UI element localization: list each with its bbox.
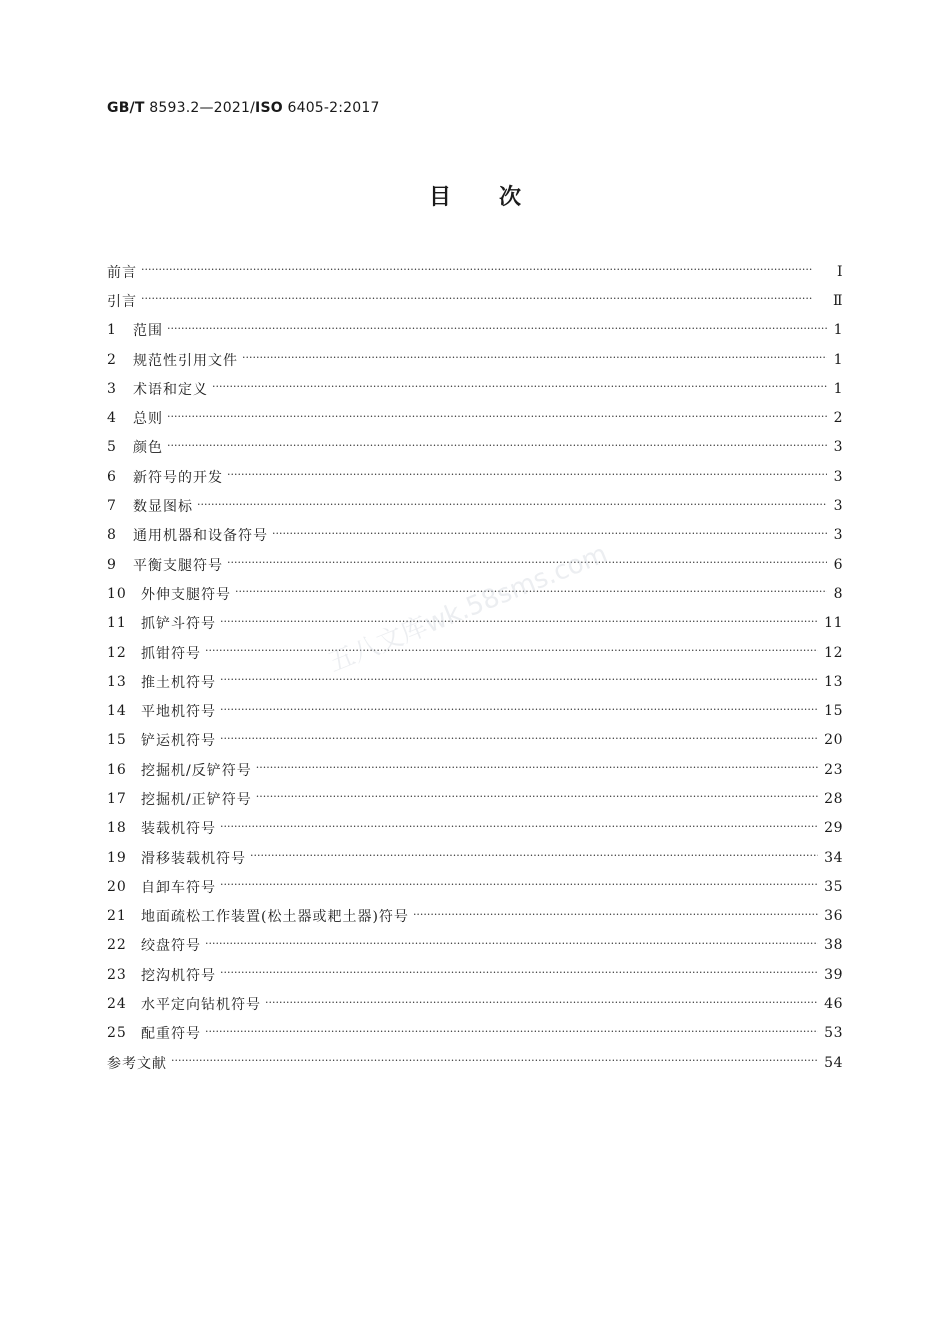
standard-code-prefix: GB/T — [107, 100, 145, 116]
toc-entry-page: 12 — [824, 644, 843, 661]
toc-entry-page: 15 — [824, 703, 843, 720]
toc-dot-leader — [167, 322, 827, 335]
toc-entry-number: 3 — [107, 380, 117, 397]
toc-entry[interactable] — [107, 726, 843, 755]
toc-entry-number: 19 — [107, 849, 127, 866]
toc-entry-number: 7 — [107, 498, 117, 515]
toc-entry[interactable] — [107, 609, 843, 638]
toc-entry-label: 装载机符号 — [141, 821, 216, 838]
toc-dot-leader — [205, 937, 818, 950]
toc-dot-leader — [220, 732, 818, 745]
standard-code — [107, 100, 380, 116]
toc-dot-leader — [272, 527, 827, 540]
toc-entry-page: 1 — [833, 380, 843, 397]
toc-entry[interactable] — [107, 1019, 843, 1048]
toc-entry-page: 36 — [824, 908, 843, 925]
toc-entry[interactable] — [107, 843, 843, 872]
toc-entry-page: 13 — [824, 673, 843, 690]
toc-entry[interactable] — [107, 316, 843, 345]
toc-dot-leader — [205, 1025, 818, 1038]
toc-entry[interactable] — [107, 784, 843, 813]
standard-code-iso-number: 6405-2:2017 — [282, 100, 380, 116]
toc-entry-page: 39 — [824, 966, 843, 983]
toc-entry-page: 46 — [824, 996, 843, 1013]
toc-dot-leader — [171, 1054, 818, 1067]
toc-dot-leader — [220, 673, 818, 686]
toc-entry[interactable] — [107, 374, 843, 403]
toc-entry-page: Ⅰ — [836, 263, 843, 280]
toc-entry[interactable] — [107, 550, 843, 579]
toc-dot-leader — [250, 849, 818, 862]
toc-entry-label: 引言 — [107, 293, 137, 310]
toc-dot-leader — [413, 908, 818, 921]
toc-entry-page: 6 — [833, 556, 843, 573]
toc-entry-label: 颜色 — [133, 440, 163, 457]
toc-dot-leader — [141, 292, 827, 305]
toc-dot-leader — [197, 498, 827, 511]
toc-entry-number: 11 — [107, 615, 127, 632]
toc-entry-number: 1 — [107, 322, 117, 339]
toc-dot-leader — [167, 439, 827, 452]
toc-entry-number: 22 — [107, 937, 127, 954]
toc-entry[interactable] — [107, 755, 843, 784]
toc-entry[interactable] — [107, 521, 843, 550]
toc-entry[interactable] — [107, 462, 843, 491]
toc-entry-page: 8 — [833, 585, 843, 602]
toc-entry-label: 抓钳符号 — [141, 645, 201, 662]
toc-entry-label: 绞盘符号 — [141, 938, 201, 955]
toc-entry-label: 平地机符号 — [141, 704, 216, 721]
toc-entry-label: 新符号的开发 — [133, 469, 223, 486]
toc-dot-leader — [167, 410, 827, 423]
toc-entry-number: 5 — [107, 439, 117, 456]
toc-entry[interactable] — [107, 257, 843, 286]
toc-entry-number: 2 — [107, 351, 117, 368]
toc-entry-page: 11 — [824, 615, 843, 632]
toc-entry[interactable] — [107, 931, 843, 960]
toc-entry[interactable] — [107, 960, 843, 989]
toc-entry[interactable] — [107, 814, 843, 843]
toc-dot-leader — [212, 380, 827, 393]
toc-entry-label: 挖掘机/反铲符号 — [141, 762, 252, 779]
toc-entry-page: 1 — [833, 322, 843, 339]
toc-dot-leader — [235, 585, 827, 598]
standard-code-number: 8593.2—2021/ — [144, 100, 256, 116]
toc-entry-label: 范围 — [133, 323, 163, 340]
toc-entry[interactable] — [107, 286, 843, 315]
watermark: 五八文库wk.58sms.com — [324, 538, 612, 679]
toc-dot-leader — [227, 556, 827, 569]
toc-entry-number: 14 — [107, 703, 127, 720]
toc-dot-leader — [220, 878, 818, 891]
toc-entry[interactable] — [107, 902, 843, 931]
toc-entry[interactable] — [107, 345, 843, 374]
toc-entry-label: 通用机器和设备符号 — [133, 528, 268, 545]
toc-entry-number: 23 — [107, 966, 127, 983]
toc-entry-label: 推土机符号 — [141, 674, 216, 691]
toc-entry-number: 15 — [107, 732, 127, 749]
toc-entry-label: 外伸支腿符号 — [141, 586, 231, 603]
toc-entry-page: 3 — [833, 527, 843, 544]
toc-entry-label: 规范性引用文件 — [133, 352, 238, 369]
toc-dot-leader — [220, 703, 818, 716]
toc-dot-leader — [141, 263, 827, 276]
toc-entry-number: 20 — [107, 878, 127, 895]
toc-entry[interactable] — [107, 579, 843, 608]
toc-entry-page: 35 — [824, 878, 843, 895]
toc-entry-number: 6 — [107, 468, 117, 485]
toc-entry-number: 24 — [107, 996, 127, 1013]
toc-entry-page: 29 — [824, 820, 843, 837]
toc-entry-number: 17 — [107, 790, 127, 807]
toc-entry-page: 2 — [833, 410, 843, 427]
toc-entry-label: 滑移装载机符号 — [141, 850, 246, 867]
toc-entry-number: 25 — [107, 1025, 127, 1042]
toc-entry-page: Ⅱ — [832, 292, 843, 309]
toc-entry[interactable] — [107, 696, 843, 725]
toc-dot-leader — [265, 996, 818, 1009]
toc-entry-page: 34 — [824, 849, 843, 866]
page-title: 目次 — [428, 185, 569, 210]
table-of-contents — [107, 257, 843, 1077]
toc-entry-page: 1 — [833, 351, 843, 368]
toc-entry-label: 挖沟机符号 — [141, 967, 216, 984]
toc-entry-number: 9 — [107, 556, 117, 573]
toc-entry-number: 16 — [107, 761, 127, 778]
toc-dot-leader — [227, 468, 827, 481]
toc-entry-label: 总则 — [133, 411, 163, 428]
toc-entry-page: 28 — [824, 790, 843, 807]
toc-entry-page: 38 — [824, 937, 843, 954]
toc-entry-label: 自卸车符号 — [141, 879, 216, 896]
toc-entry-label: 数显图标 — [133, 499, 193, 516]
toc-entry-page: 3 — [833, 439, 843, 456]
toc-entry-page: 23 — [824, 761, 843, 778]
toc-entry[interactable] — [107, 491, 843, 520]
toc-entry-number: 10 — [107, 585, 127, 602]
toc-dot-leader — [256, 761, 818, 774]
toc-entry-number: 4 — [107, 410, 117, 427]
toc-entry[interactable] — [107, 1048, 843, 1077]
toc-entry-number: 13 — [107, 673, 127, 690]
toc-entry-page: 3 — [833, 468, 843, 485]
toc-entry-label: 配重符号 — [141, 1026, 201, 1043]
toc-dot-leader — [205, 644, 818, 657]
toc-entry-number: 18 — [107, 820, 127, 837]
toc-entry-page: 53 — [824, 1025, 843, 1042]
toc-dot-leader — [220, 615, 818, 628]
toc-entry-label: 平衡支腿符号 — [133, 557, 223, 574]
toc-entry[interactable] — [107, 989, 843, 1018]
toc-entry-label: 铲运机符号 — [141, 733, 216, 750]
toc-entry-number: 12 — [107, 644, 127, 661]
standard-code-iso: ISO — [255, 100, 283, 116]
toc-entry-page: 54 — [824, 1054, 843, 1071]
toc-entry[interactable] — [107, 433, 843, 462]
toc-dot-leader — [220, 966, 818, 979]
toc-entry-page: 3 — [833, 498, 843, 515]
toc-dot-leader — [242, 351, 827, 364]
toc-entry[interactable] — [107, 667, 843, 696]
toc-entry[interactable] — [107, 638, 843, 667]
toc-entry[interactable] — [107, 872, 843, 901]
toc-dot-leader — [220, 820, 818, 833]
toc-entry-number: 21 — [107, 908, 127, 925]
toc-dot-leader — [256, 790, 818, 803]
toc-entry-label: 前言 — [107, 264, 137, 281]
toc-entry-label: 术语和定义 — [133, 381, 208, 398]
toc-entry-label: 地面疏松工作装置(松土器或耙土器)符号 — [141, 909, 409, 926]
toc-entry-page: 20 — [824, 732, 843, 749]
toc-entry-label: 参考文献 — [107, 1055, 167, 1072]
toc-entry[interactable] — [107, 403, 843, 432]
toc-entry-label: 水平定向钻机符号 — [141, 997, 261, 1014]
toc-entry-number: 8 — [107, 527, 117, 544]
toc-entry-label: 挖掘机/正铲符号 — [141, 791, 252, 808]
toc-entry-label: 抓铲斗符号 — [141, 616, 216, 633]
